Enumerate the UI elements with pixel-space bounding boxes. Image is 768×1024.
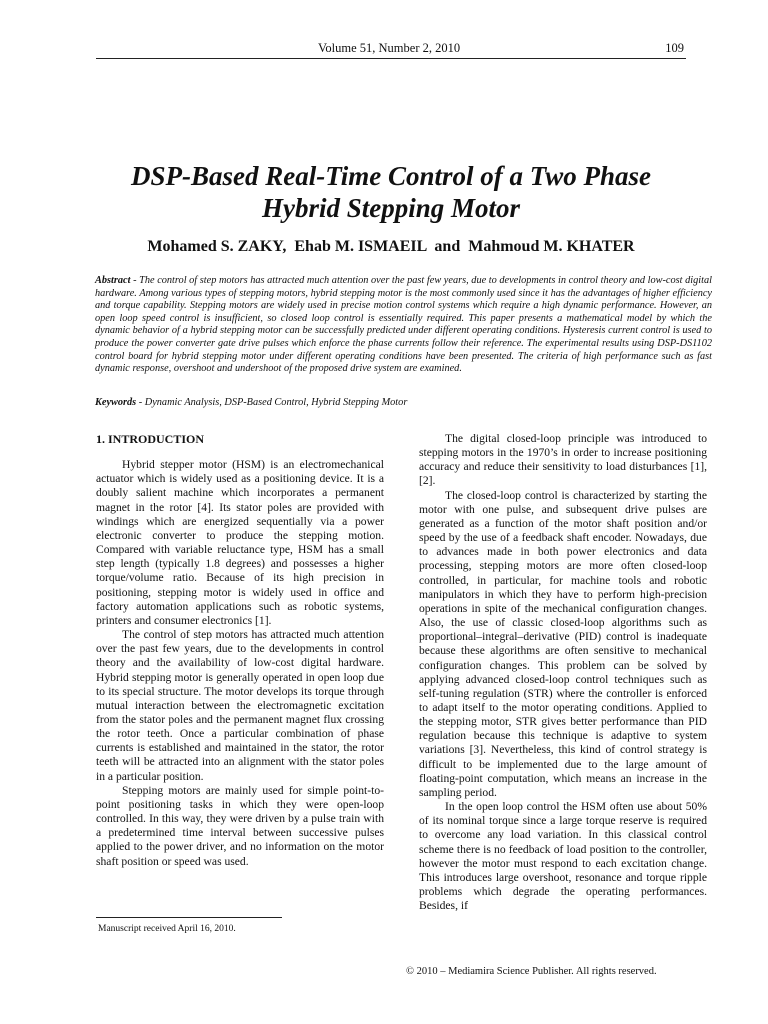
- left-column: [96, 430, 384, 869]
- keywords-label: Keywords: [95, 397, 137, 408]
- keywords-text: - Dynamic Analysis, DSP-Based Control, Hybrid Stepping Motor: [136, 397, 408, 408]
- body-paragraph: The closed-loop control is characterized by starting the motor with one pulse, and subsequent drive pulses are generated as a function of the motor shaft position and/or speed by the use of a feedback shaft encoder. Nowadays, due to advances made in both power electronics and data processing, stepping motors are more often closed-loop controlled, in particular, for machine tools and robotic manipulators in which they have to perform high-precision operations in spite of the mechanical configuration changes. Also, the use of classic closed-loop algorithms such as proportional–integral–derivative (PID) control is inadequate because these algorithms are often sensitive to mechanical configuration changes. This problem can be solved by applying advanced closed-loop control techniques such as self-tuning regulation (STR) where the controller is enforced to adapt itself to the motor operating conditions. Applied to the stepping motor, STR gives better performance than PID regulation because this technique is adaptive to system variations [3]. Nevertheless, this kind of control strategy is difficult to be implemented due to the large amount of floating-point computation, which means an increase in the sampling period.: [419, 488, 707, 799]
- body-paragraph: Stepping motors are mainly used for simple point-to-point positioning tasks in which they were open-loop controlled. In this way, they were driven by a pulse train with a predetermined time interval between successive pulses applied to the power driver, and no information on the motor shaft position or speed was used.: [96, 783, 384, 868]
- abstract-text: - The control of step motors has attracted much attention over the past few years, due to developments in control theory and low-cost digital hardware. Among various types of stepping motors, hybrid stepping motor is the most commonly used since it has the advantages of higher efficiency and torque capability. Stepping motors are widely used in precise motion control systems which require a high dynamic performance. However, an open loop speed control is insufficient, so closed loop control is essentially required. This paper presents a mathematical model by which the dynamic behavior of a hybrid stepping motor can be successfully predicted under different operating conditions. Hysteresis current control is used to produce the power converter gate drive pulses which enforce the phase currents follow their reference. The experimental results using DSP-DS1102 control board for hybrid stepping motor under different operating conditions have been presented. The criteria of high performance such as fast dynamic response, overshoot and undershoot of the proposed drive system are examined.: [95, 275, 712, 375]
- abstract-label: Abstract: [95, 275, 131, 286]
- copyright-notice: © 2010 – Mediamira Science Publisher. All rights reserved.: [406, 966, 657, 977]
- footnote: Manuscript received April 16, 2010.: [98, 924, 236, 934]
- journal-issue: Volume 51, Number 2, 2010: [318, 41, 461, 55]
- paper-title: DSP-Based Real-Time Control of a Two Phase Hybrid Stepping Motor: [131, 161, 651, 223]
- body-paragraph: In the open loop control the HSM often use about 50% of its nominal torque since a large torque reserve is required to overcome any load variation. In this classical control scheme there is no feedback of load position to the controller, however the motor must respond to each excitation change. This introduces large overshoot, resonance and torque ripple problems which degrade the operating performances. Besides, if: [419, 800, 707, 913]
- running-header: [96, 40, 686, 59]
- body-paragraph: The control of step motors has attracted much attention over the past few years, due to the developments in control theory and the availability of low-cost digital hardware. Hybrid stepping motor is generally operated in open loop due to its special structure. The motor develops its torque through mutual interaction between the electromagnetic excitation from the stator poles and the permanent magnet flux crossing the rotor teeth. Once a particular combination of phase currents is established and maintained in the stator, the rotor teeth will be attracted into an alignment with the stator poles in a particular position.: [96, 628, 384, 783]
- author-list: Mohamed S. ZAKY, Ehab M. ISMAEIL and Mahmoud M. KHATER: [147, 238, 635, 255]
- section-heading-introduction: 1. INTRODUCTION: [96, 432, 205, 446]
- body-paragraph: Hybrid stepper motor (HSM) is an electromechanical actuator which is widely used as a positioning device. It is a doubly salient machine which incorporates a permanent magnet in the rotor [4]. Its stator poles are provided with windings which are energized sequentially via a power electronic converter to produce the stepping motion. Compared with variable reluctance type, HSM has a small step length (typically 1.8 degrees) and possesses a higher torque/volume ratio. Because of its high precision in positioning, stepping motor is widely used in office and factory automation applications such as robotic systems, printers and consumer electronics [1].: [96, 458, 384, 627]
- keywords: [95, 397, 712, 408]
- body-paragraph: The digital closed-loop principle was introduced to stepping motors in the 1970’s in order to increase positioning accuracy and reduce their sensitivity to load disturbances [1], [2].: [419, 432, 707, 488]
- footnote-divider: [96, 917, 282, 918]
- page-number: 109: [665, 41, 684, 55]
- abstract: [95, 275, 712, 376]
- right-column: [419, 432, 707, 913]
